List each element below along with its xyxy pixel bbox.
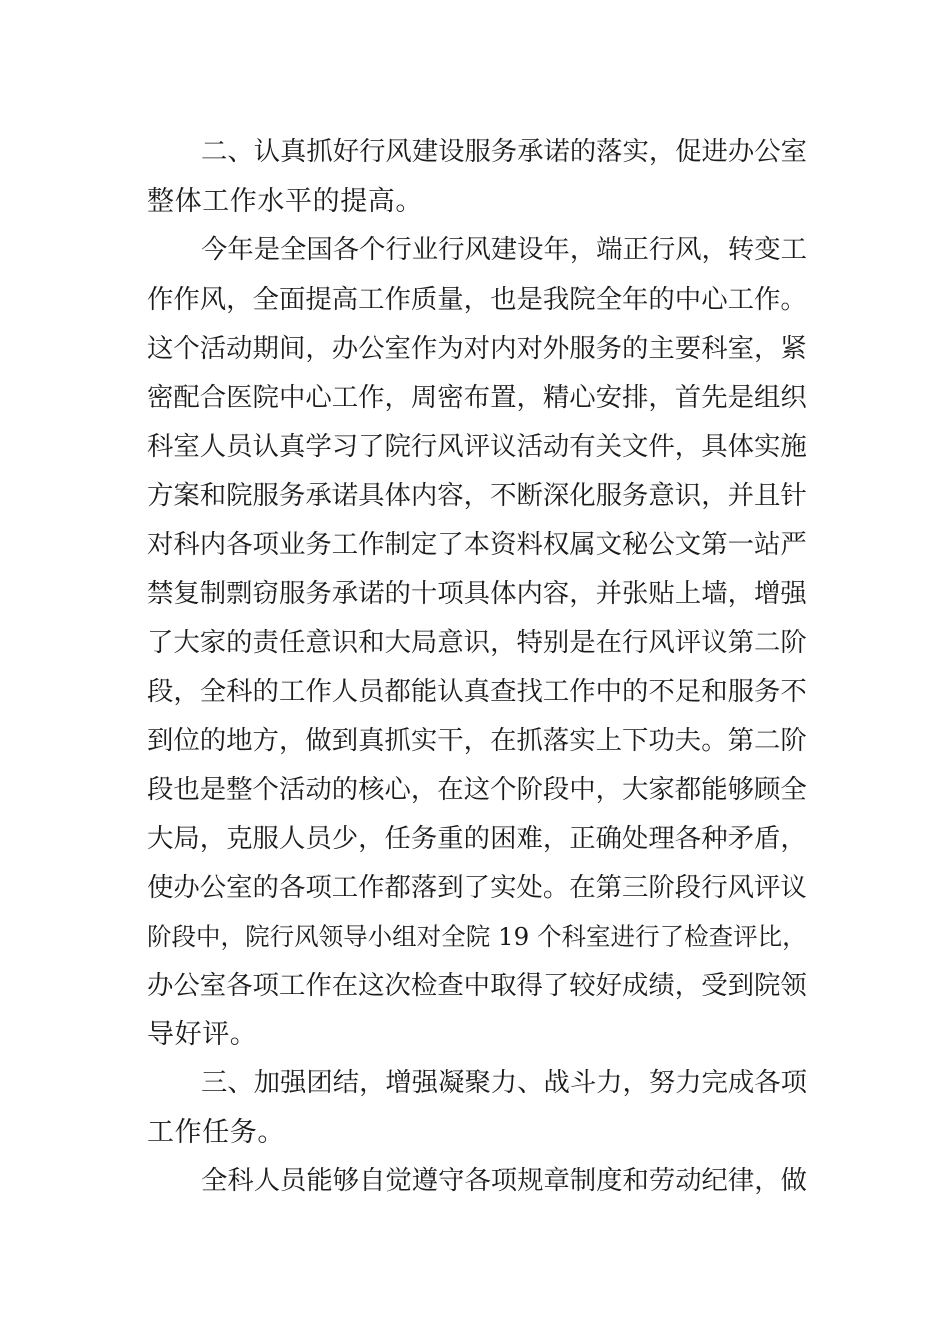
text-line: 对科内各项业务工作制定了本资料权属文秘公文第一站严 [147,529,807,560]
section-heading-3 [147,1059,807,1157]
text-line: 工作任务。 [147,1117,285,1148]
text-line: 今年是全国各个行业行风建设年，端正行风，转变工 [201,235,807,265]
text-line: 方案和院服务承诺具体内容，不断深化服务意识，并且针 [147,480,807,511]
text-line: 整体工作水平的提高。 [147,186,423,217]
text-line: 导好评。 [147,1019,258,1050]
text-line: 全科人员能够自觉遵守各项规章制度和劳动纪律，做 [201,1166,807,1196]
paragraph [147,1157,807,1206]
text-line: 这个活动期间，办公室作为对内对外服务的主要科室，紧 [147,333,807,364]
text-line: 密配合医院中心工作，周密布置，精心安排，首先是组织 [147,382,807,413]
text-line: 使办公室的各项工作都落到了实处。在第三阶段行风评议 [147,872,807,903]
text-line: 段也是整个活动的核心，在这个阶段中，大家都能够顾全 [147,774,807,805]
paragraph [147,226,807,1059]
text-line: 禁复制剽窃服务承诺的十项具体内容，并张贴上墙，增强 [147,578,807,609]
text-line: 段，全科的工作人员都能认真查找工作中的不足和服务不 [147,676,807,707]
text-line: 作作风，全面提高工作质量，也是我院全年的中心工作。 [147,284,807,315]
text-line: 二、认真抓好行风建设服务承诺的落实，促进办公室 [201,137,807,167]
text-line: 三、加强团结，增强凝聚力、战斗力，努力完成各项 [201,1068,807,1098]
text-line: 阶段中，院行风领导小组对全院 19 个科室进行了检查评比， [147,922,807,951]
document-body [147,128,807,1206]
text-line: 大局，克服人员少，任务重的困难，正确处理各种矛盾， [147,823,807,854]
text-line: 到位的地方，做到真抓实干，在抓落实上下功夫。第二阶 [147,725,807,756]
text-line: 办公室各项工作在这次检查中取得了较好成绩，受到院领 [147,970,807,1001]
section-heading-2 [147,128,807,226]
text-line: 科室人员认真学习了院行风评议活动有关文件，具体实施 [147,431,807,462]
text-line: 了大家的责任意识和大局意识，特别是在行风评议第二阶 [147,627,807,658]
